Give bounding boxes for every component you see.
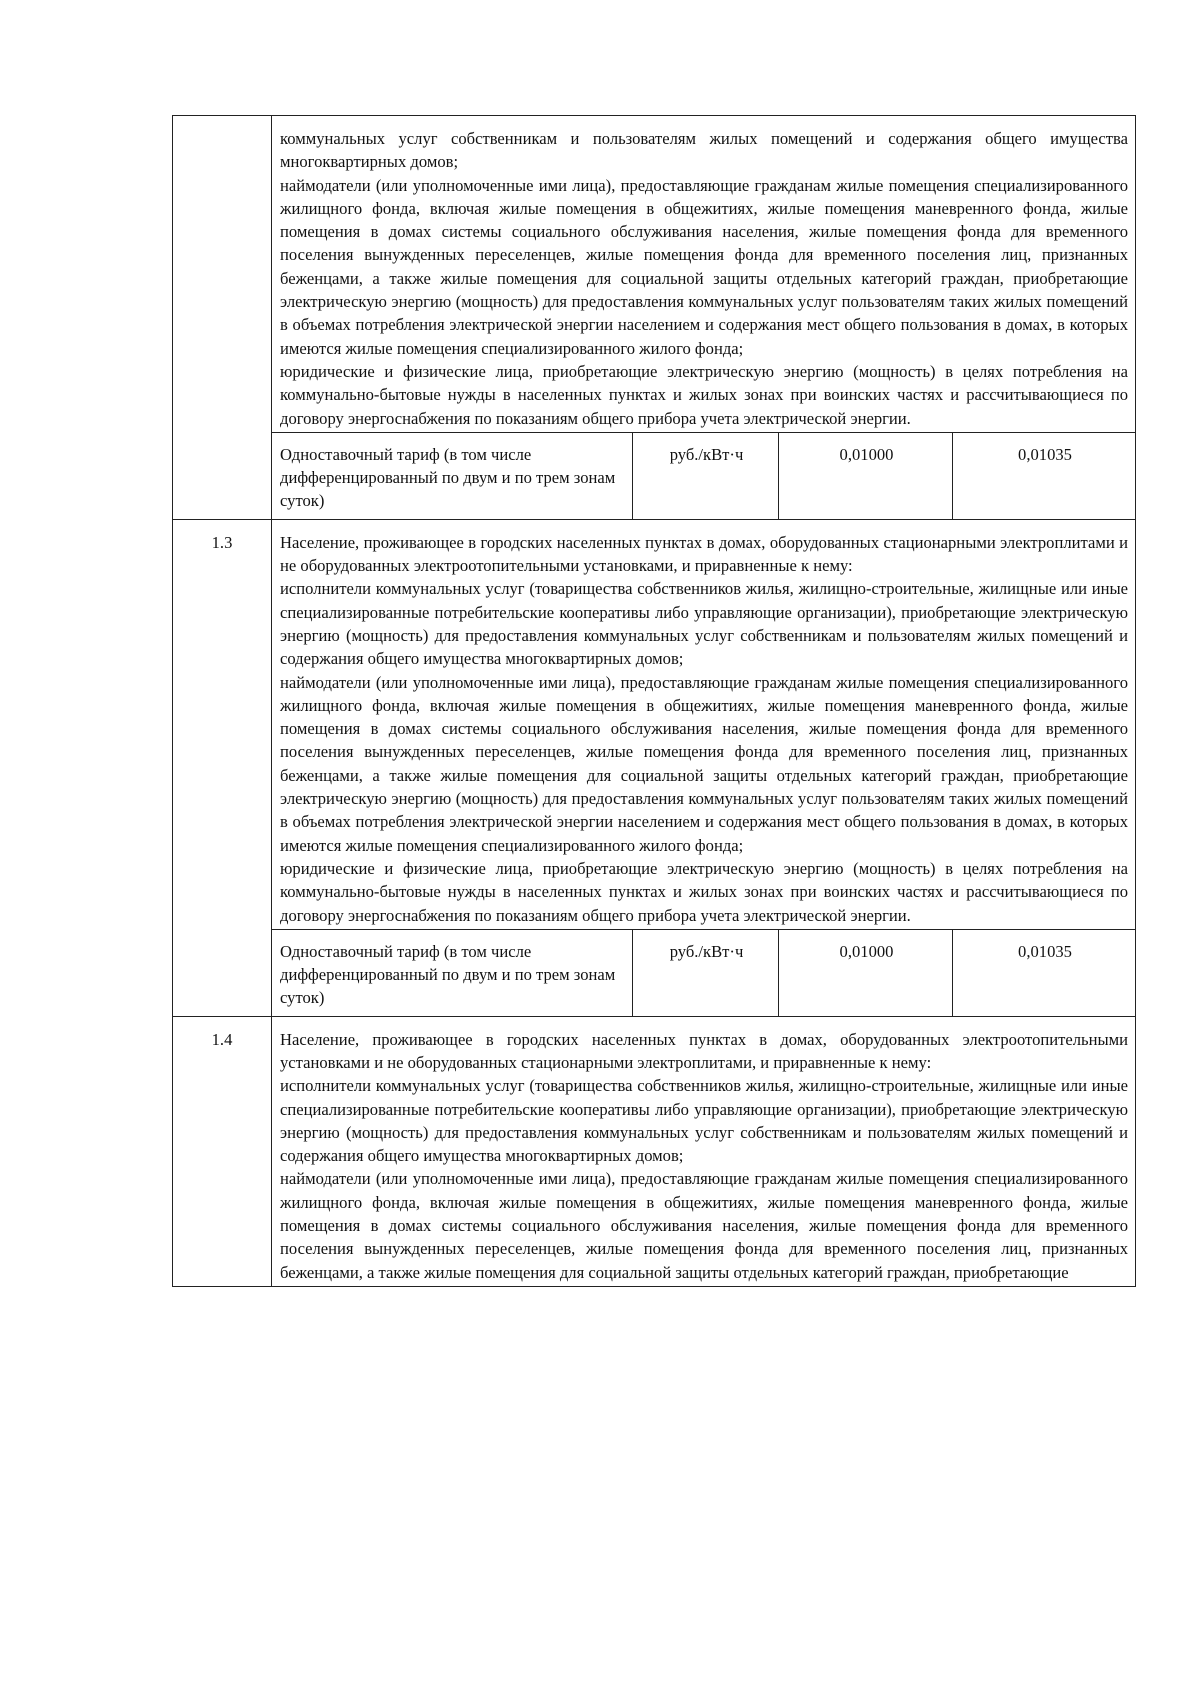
table-row <box>173 519 1136 1016</box>
paragraph: исполнители коммунальных услуг (товарищества собственников жилья, жилищно-строительные, жилищные или иные специализированные потребительские кооперативы либо управляющие организации), приобретающие электрическую энергию (мощность) для предоставления коммунальных услуг собственникам и пользователям жилых помещений и содержания общего имущества многоквартирных домов; <box>280 1076 1128 1166</box>
row-number-cell <box>173 519 272 1016</box>
tariff-unit: руб./кВт·ч <box>633 929 779 1015</box>
tariff-name: Одноставочный тариф (в том числе дифференцированный по двум и по трем зонам суток) <box>272 432 633 518</box>
row-number-cell <box>173 116 272 520</box>
row-number-cell <box>173 1016 272 1286</box>
paragraph: Население, проживающее в городских населенных пунктах в домах, оборудованных электроотопительными установками и не оборудованных стационарными электроплитами, и приравненные к нему: <box>280 1029 1128 1072</box>
tariff-table <box>172 115 1136 1287</box>
row-content-cell <box>272 116 1136 520</box>
tariff-value-first: 0,01000 <box>779 929 953 1015</box>
paragraph: Население, проживающее в городских населенных пунктах в домах, оборудованных стационарными электроплитами и не оборудованных электроотопительными установками, и приравненные к нему: <box>280 532 1128 576</box>
tariff-name: Одноставочный тариф (в том числе дифференцированный по двум и по трем зонам суток) <box>272 929 633 1015</box>
tariff-value-second: 0,01035 <box>953 929 1136 1015</box>
consumer-description <box>272 116 1135 432</box>
table-row <box>173 1016 1136 1286</box>
paragraph: коммунальных услуг собственникам и пользователям жилых помещений и содержания общего имущества многоквартирных домов; <box>280 129 1128 172</box>
consumer-description <box>272 520 1135 929</box>
table-row <box>173 116 1136 520</box>
row-content-cell <box>272 1016 1136 1286</box>
tariff-unit: руб./кВт·ч <box>633 432 779 518</box>
paragraph: исполнители коммунальных услуг (товарищества собственников жилья, жилищно-строительные, жилищные или иные специализированные потребительские кооперативы либо управляющие организации), приобретающие электрическую энергию (мощность) для предоставления коммунальных услуг собственникам и пользователям жилых помещений и содержания общего имущества многоквартирных домов; <box>280 579 1128 669</box>
paragraph: наймодатели (или уполномоченные ими лица), предоставляющие гражданам жилые помещения специализированного жилищного фонда, включая жилые помещения в общежитиях, жилые помещения маневренного фонда, жилые помещения в домах системы социального обслуживания населения, жилые помещения фонда для временного поселения вынужденных переселенцев, жилые помещения фонда для временного поселения лиц, признанных беженцами, а также жилые помещения для социальной защиты отдельных категорий граждан, приобретающие <box>280 1169 1128 1282</box>
row-number: 1.4 <box>211 1029 233 1049</box>
tariff-value-second: 0,01035 <box>953 432 1136 518</box>
consumer-description <box>272 1017 1135 1286</box>
tariff-subrow <box>272 432 1135 519</box>
paragraph: наймодатели (или уполномоченные ими лица), предоставляющие гражданам жилые помещения специализированного жилищного фонда, включая жилые помещения в общежитиях, жилые помещения маневренного фонда, жилые помещения в домах системы социального обслуживания населения, жилые помещения фонда для временного поселения вынужденных переселенцев, жилые помещения фонда для временного поселения лиц, признанных беженцами, а также жилые помещения для социальной защиты отдельных категорий граждан, приобретающие электрическую энергию (мощность) для предоставления коммунальных услуг пользователям таких жилых помещений в объемах потребления электрической энергии населением и содержания мест общего пользования в домах, в которых имеются жилые помещения специализированного жилого фонда; <box>280 175 1128 358</box>
tariff-value-first: 0,01000 <box>779 432 953 518</box>
row-content-cell <box>272 519 1136 1016</box>
paragraph: юридические и физические лица, приобретающие электрическую энергию (мощность) в целях потребления на коммунально-бытовые нужды в населенных пунктах и жилых зонах при воинских частях и рассчитывающиеся по договору энергоснабжения по показаниям общего прибора учета электрической энергии. <box>280 361 1128 428</box>
tariff-subrow <box>272 929 1135 1016</box>
paragraph: наймодатели (или уполномоченные ими лица), предоставляющие гражданам жилые помещения специализированного жилищного фонда, включая жилые помещения в общежитиях, жилые помещения маневренного фонда, жилые помещения в домах системы социального обслуживания населения, жилые помещения фонда для временного поселения вынужденных переселенцев, жилые помещения фонда для временного поселения лиц, признанных беженцами, а также жилые помещения для социальной защиты отдельных категорий граждан, приобретающие электрическую энергию (мощность) для предоставления коммунальных услуг пользователям таких жилых помещений в объемах потребления электрической энергии населением и содержания мест общего пользования в домах, в которых имеются жилые помещения специализированного жилого фонда; <box>280 672 1128 855</box>
row-number: 1.3 <box>211 532 233 552</box>
paragraph: юридические и физические лица, приобретающие электрическую энергию (мощность) в целях потребления на коммунально-бытовые нужды в населенных пунктах и жилых зонах при воинских частях и рассчитывающиеся по договору энергоснабжения по показаниям общего прибора учета электрической энергии. <box>280 858 1128 925</box>
row-number <box>173 116 271 127</box>
